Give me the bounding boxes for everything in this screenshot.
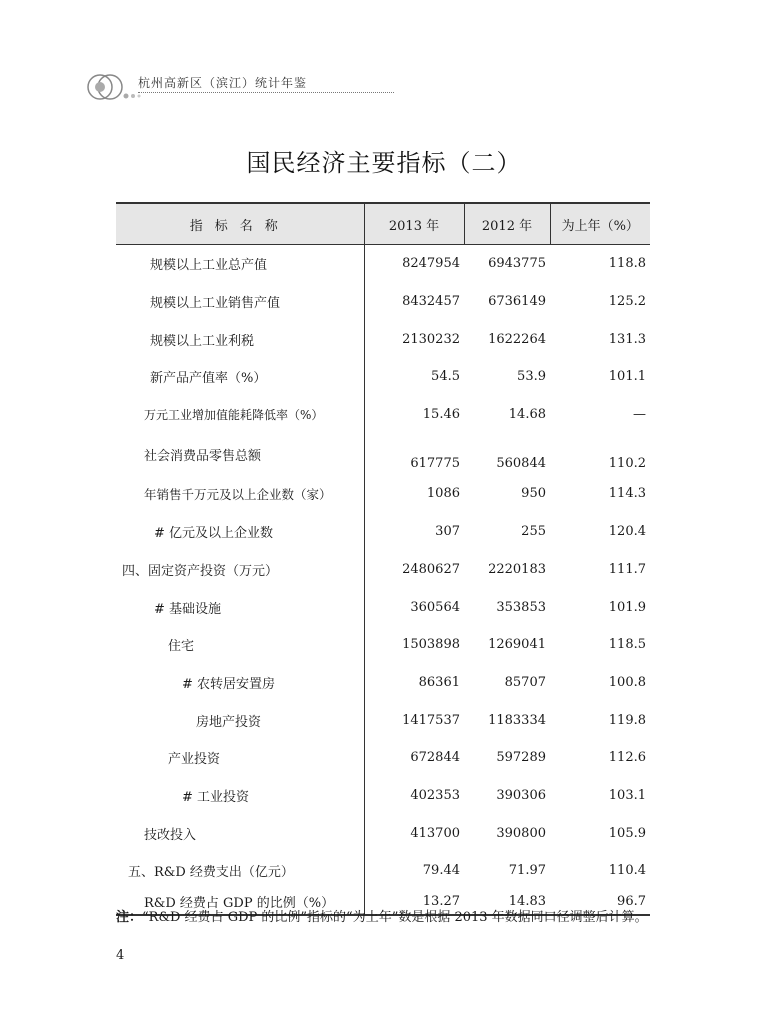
value-2012: 950 xyxy=(521,486,546,502)
table-row xyxy=(116,852,650,890)
table-row xyxy=(116,664,650,702)
indicator-name: # 农转居安置房 xyxy=(182,676,276,692)
value-ratio: 101.1 xyxy=(608,369,646,385)
table-row xyxy=(116,320,650,358)
value-ratio: 100.8 xyxy=(608,674,646,690)
value-2013: 672844 xyxy=(364,739,464,777)
yearbook-logo-icon xyxy=(86,70,146,104)
table-row xyxy=(116,739,650,777)
value-2012: 14.83 xyxy=(464,890,550,915)
value-2013: 54.5 xyxy=(364,358,464,396)
value-2013: 360564 xyxy=(364,588,464,626)
table-row xyxy=(116,551,650,589)
header-dotted-rule xyxy=(138,92,394,93)
indicator-name: 规模以上工业利税 xyxy=(150,333,255,349)
table-row xyxy=(116,701,650,739)
table-row xyxy=(116,513,650,551)
value-2013: 79.44 xyxy=(364,852,464,890)
value-2013: 8432457 xyxy=(364,283,464,321)
indicator-name: 规模以上工业总产值 xyxy=(150,258,268,274)
indicator-name: R&D 经费占 GDP 的比例（%） xyxy=(116,890,364,915)
value-ratio: 101.9 xyxy=(608,599,646,615)
indicator-name: 新产品产值率（%） xyxy=(150,371,267,387)
value-2013: 1503898 xyxy=(364,626,464,664)
indicator-name: # 亿元及以上企业数 xyxy=(154,526,274,542)
value-2012: 390306 xyxy=(496,787,546,803)
value-2013: 8247954 xyxy=(364,245,464,283)
value-ratio: 118.5 xyxy=(608,637,646,653)
table-header-row xyxy=(116,203,650,245)
table-row xyxy=(116,588,650,626)
value-ratio: 96.7 xyxy=(550,890,650,915)
table-row xyxy=(116,433,650,475)
value-2013: 1417537 xyxy=(364,701,464,739)
indicator-name: 技改投入 xyxy=(144,827,197,843)
value-2012: 597289 xyxy=(496,750,546,766)
value-2012: 71.97 xyxy=(508,863,546,879)
value-ratio: 120.4 xyxy=(608,524,646,540)
value-2013: 617775 xyxy=(364,433,464,475)
value-2013: 2480627 xyxy=(364,551,464,589)
indicator-name: 社会消费品零售总额 xyxy=(144,448,262,464)
table-row xyxy=(116,396,650,434)
value-2012: 2220183 xyxy=(488,561,546,577)
value-2013: 402353 xyxy=(364,777,464,815)
value-2012: 353853 xyxy=(496,599,546,615)
value-ratio: 103.1 xyxy=(608,787,646,803)
table-row xyxy=(116,475,650,513)
value-ratio: — xyxy=(633,407,646,423)
indicator-name: 年销售千万元及以上企业数（家） xyxy=(144,486,332,502)
value-ratio: 131.3 xyxy=(608,331,646,347)
column-header-2012: 2012 年 xyxy=(464,203,550,245)
column-header-indicator: 指标名称 xyxy=(116,203,364,245)
value-ratio: 111.7 xyxy=(608,561,646,577)
indicator-name: 产业投资 xyxy=(168,752,221,768)
indicator-name: 房地产投资 xyxy=(196,714,262,730)
value-ratio: 119.8 xyxy=(608,712,646,728)
table-row xyxy=(116,777,650,815)
value-2012: 53.9 xyxy=(517,369,546,385)
running-header-title: 杭州高新区（滨江）统计年鉴 xyxy=(138,76,308,90)
value-ratio: 114.3 xyxy=(608,486,646,502)
indicator-name: # 基础设施 xyxy=(154,601,222,617)
value-2013: 307 xyxy=(364,513,464,551)
indicator-name: 四、固定资产投资（万元） xyxy=(122,563,279,579)
value-2013: 1086 xyxy=(364,475,464,513)
table-row xyxy=(116,245,650,283)
table-row xyxy=(116,814,650,852)
column-header-2013: 2013 年 xyxy=(364,203,464,245)
indicator-name: 住宅 xyxy=(168,639,195,655)
value-2012: 255 xyxy=(521,524,546,540)
indicator-table xyxy=(116,202,650,916)
table-row xyxy=(116,283,650,321)
indicator-name: 万元工业增加值能耗降低率（%） xyxy=(144,408,324,423)
indicator-name: 规模以上工业销售产值 xyxy=(150,296,281,312)
value-2012: 1269041 xyxy=(488,637,546,653)
value-2012: 560844 xyxy=(496,456,546,472)
page-number: 4 xyxy=(116,948,125,963)
value-ratio: 105.9 xyxy=(608,825,646,841)
value-2013: 13.27 xyxy=(364,890,464,915)
value-2012: 6736149 xyxy=(488,294,546,310)
value-2012: 14.68 xyxy=(508,407,546,423)
value-2013: 2130232 xyxy=(364,320,464,358)
table-row xyxy=(116,626,650,664)
value-2012: 390800 xyxy=(496,825,546,841)
value-2013: 15.46 xyxy=(364,396,464,434)
value-ratio: 112.6 xyxy=(608,750,646,766)
value-2012: 85707 xyxy=(504,674,546,690)
column-header-ratio: 为上年（%） xyxy=(550,203,650,245)
table-footnote xyxy=(116,906,648,925)
value-2013: 86361 xyxy=(364,664,464,702)
value-ratio: 118.8 xyxy=(608,256,646,272)
running-header xyxy=(86,70,396,104)
table-row xyxy=(116,358,650,396)
value-2013: 413700 xyxy=(364,814,464,852)
value-2012: 1183334 xyxy=(488,712,546,728)
value-2012: 1622264 xyxy=(488,331,546,347)
footnote-text: “R&D 经费占 GDP 的比例”指标的“为上年”数是根据 2013 年数据同口径调整后计算。 xyxy=(142,910,648,925)
value-ratio: 125.2 xyxy=(608,294,646,310)
page-title: 国民经济主要指标（二） xyxy=(246,149,522,177)
indicator-name: 五、R&D 经费支出（亿元） xyxy=(128,865,294,881)
indicator-name: # 工业投资 xyxy=(182,789,250,805)
footnote-label: 注： xyxy=(116,910,143,925)
value-ratio: 110.4 xyxy=(608,863,646,879)
value-ratio: 110.2 xyxy=(608,456,646,472)
value-2012: 6943775 xyxy=(488,256,546,272)
